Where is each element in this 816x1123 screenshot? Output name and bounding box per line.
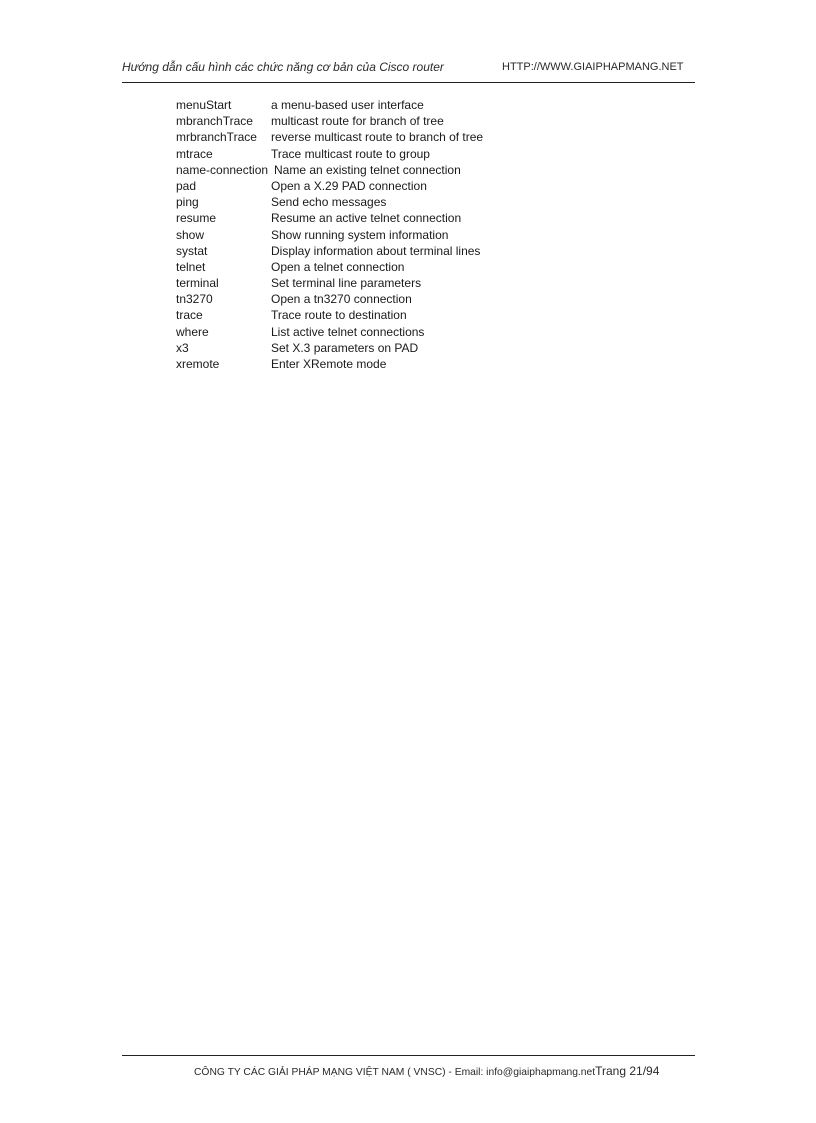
command-row xyxy=(176,259,576,275)
command-description: Enter XRemote mode xyxy=(271,357,387,371)
command-row xyxy=(176,194,576,210)
command-description: Open a telnet connection xyxy=(271,259,405,274)
command-description: reverse multicast route to branch of tree xyxy=(271,130,484,145)
command-name: terminal xyxy=(176,276,219,291)
command-description: Send echo messages xyxy=(271,195,387,210)
command-name: x3 xyxy=(176,340,189,355)
command-name: pad xyxy=(176,178,197,193)
command-name: trace xyxy=(176,308,203,323)
command-row xyxy=(176,324,576,340)
command-name: tn3270 xyxy=(176,292,213,307)
page-header xyxy=(122,58,695,83)
command-name: resume xyxy=(176,211,217,226)
command-name: menuStart xyxy=(176,98,232,112)
footer-company-text: CÔNG TY CÁC GIẢI PHÁP MẠNG VIỆT NAM ( VNSC) - Email: info@giaiphapmang.net xyxy=(194,1067,596,1078)
command-name: mtrace xyxy=(176,146,213,161)
document-title: Hướng dẫn cấu hình các chức năng cơ bản của Cisco router xyxy=(122,60,444,74)
command-row xyxy=(176,307,576,323)
page-footer xyxy=(122,1055,695,1078)
header-url: HTTP://WWW.GIAIPHAPMANG.NET xyxy=(502,61,684,73)
command-row xyxy=(176,275,576,291)
command-description: Show running system information xyxy=(271,227,449,242)
command-name: mrbranchTrace xyxy=(176,130,257,145)
command-description: Open a tn3270 connection xyxy=(271,292,412,307)
command-name: ping xyxy=(176,195,199,210)
command-row xyxy=(176,178,576,194)
command-row xyxy=(176,243,576,259)
command-description: a menu-based user interface xyxy=(271,98,424,112)
command-description: Open a X.29 PAD connection xyxy=(271,178,427,193)
command-description: Name an existing telnet connection xyxy=(274,162,461,177)
command-row xyxy=(176,162,576,178)
command-row xyxy=(176,146,576,162)
page-number: Trang 21/94 xyxy=(595,1064,660,1078)
command-row xyxy=(176,97,576,113)
command-name: systat xyxy=(176,243,208,258)
command-row xyxy=(176,340,576,356)
command-description: List active telnet connections xyxy=(271,324,425,339)
command-list xyxy=(176,97,576,372)
command-name: xremote xyxy=(176,357,220,371)
command-description: Trace multicast route to group xyxy=(271,146,430,161)
command-row xyxy=(176,210,576,226)
command-name: telnet xyxy=(176,259,206,274)
command-name: where xyxy=(176,324,209,339)
footer-company-info xyxy=(194,1064,659,1078)
command-row xyxy=(176,356,576,372)
command-description: Set terminal line parameters xyxy=(271,276,422,291)
command-row xyxy=(176,129,576,145)
command-description: multicast route for branch of tree xyxy=(271,114,444,129)
command-description: Set X.3 parameters on PAD xyxy=(271,340,419,355)
command-row xyxy=(176,291,576,307)
command-row xyxy=(176,113,576,129)
command-name: show xyxy=(176,227,205,242)
command-name: mbranchTrace xyxy=(176,114,253,129)
command-row xyxy=(176,227,576,243)
command-description: Resume an active telnet connection xyxy=(271,211,462,226)
command-description: Trace route to destination xyxy=(271,308,407,323)
command-description: Display information about terminal lines xyxy=(271,243,481,258)
command-name: name-connection xyxy=(176,162,269,177)
